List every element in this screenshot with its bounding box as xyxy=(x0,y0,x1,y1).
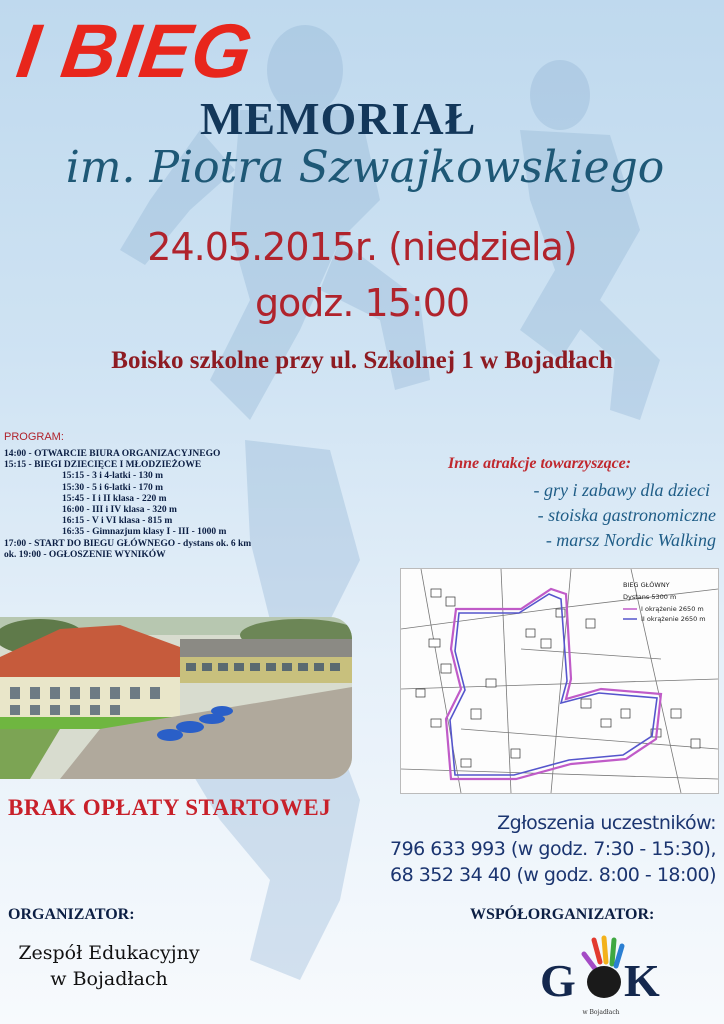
map-lap2: II okrążenie 2650 m xyxy=(641,615,706,623)
program-item: 16:15 - V i VI klasa - 815 m xyxy=(62,516,173,527)
program-item: ok. 19:00 - OGŁOSZENIE WYNIKÓW xyxy=(4,549,166,560)
registration-phone-2: 68 352 34 40 (w godz. 8:00 - 18:00) xyxy=(389,864,716,886)
map-legend-title: BIEG GŁÓWNY xyxy=(623,581,670,589)
hand-print-icon xyxy=(584,938,622,998)
coorganizer-label: WSPÓŁORGANIZATOR: xyxy=(470,906,655,923)
program-item: 15:15 - BIEGI DZIECIĘCE I MŁODZIEŻOWE xyxy=(4,460,202,471)
attraction-item: - marsz Nordic Walking xyxy=(545,530,716,550)
attraction-item: - gry i zabawy dla dzieci xyxy=(533,480,710,500)
program-item: 17:00 - START DO BIEGU GŁÓWNEGO - dystans ok. 6 km xyxy=(4,538,252,549)
program-item: 16:00 - III i IV klasa - 320 m xyxy=(62,505,177,516)
attraction-item: - stoiska gastronomiczne xyxy=(537,505,716,525)
gok-logo xyxy=(536,932,666,1022)
program-title: PROGRAM: xyxy=(4,431,64,443)
event-venue: Boisko szkolne przy ul. Szkolnej 1 w Bojadłach xyxy=(111,347,613,374)
registration-title: Zgłoszenia uczestników: xyxy=(497,812,716,834)
gok-logo-g: G xyxy=(540,955,576,1006)
registration-info xyxy=(320,810,716,888)
organizer-name-line-2: w Bojadłach xyxy=(50,968,168,990)
program-item: 14:00 - OTWARCIE BIURA ORGANIZACYJNEGO xyxy=(4,449,221,459)
memorial-heading: MEMORIAŁ xyxy=(200,93,477,144)
gok-logo-sub: w Bojadłach xyxy=(582,1009,620,1016)
memorial-name: im. Piotra Szwajkowskiego xyxy=(65,142,665,193)
organizer-label: ORGANIZATOR: xyxy=(8,906,135,923)
program-item: 15:15 - 3 i 4-latki - 130 m xyxy=(62,471,164,482)
map-distance: Dystans 5300 m xyxy=(623,593,677,601)
program-item: 16:35 - Gimnazjum klasy I - III - 1000 m xyxy=(62,527,227,538)
registration-phone-1: 796 633 993 (w godz. 7:30 - 15:30), xyxy=(389,838,716,860)
program-list xyxy=(4,449,251,561)
no-fee-notice: BRAK OPŁATY STARTOWEJ xyxy=(8,795,332,820)
attractions-title: Inne atrakcje towarzyszące: xyxy=(448,455,632,472)
event-time: godz. 15:00 xyxy=(254,281,470,325)
route-map xyxy=(400,568,719,794)
school-photo xyxy=(0,617,352,779)
program-item: 15:30 - 5 i 6-latki - 170 m xyxy=(62,482,164,493)
attractions-list xyxy=(440,478,716,553)
event-date: 24.05.2015r. (niedziela) xyxy=(147,225,577,269)
map-lap1: I okrążenie 2650 m xyxy=(641,605,704,613)
program-item: 15:45 - I i II klasa - 220 m xyxy=(62,493,167,504)
event-title: I BIEG xyxy=(12,9,259,94)
gok-logo-k: K xyxy=(624,955,660,1006)
organizer-name-line-1: Zespół Edukacyjny xyxy=(18,942,200,964)
organizer-name xyxy=(0,940,218,992)
